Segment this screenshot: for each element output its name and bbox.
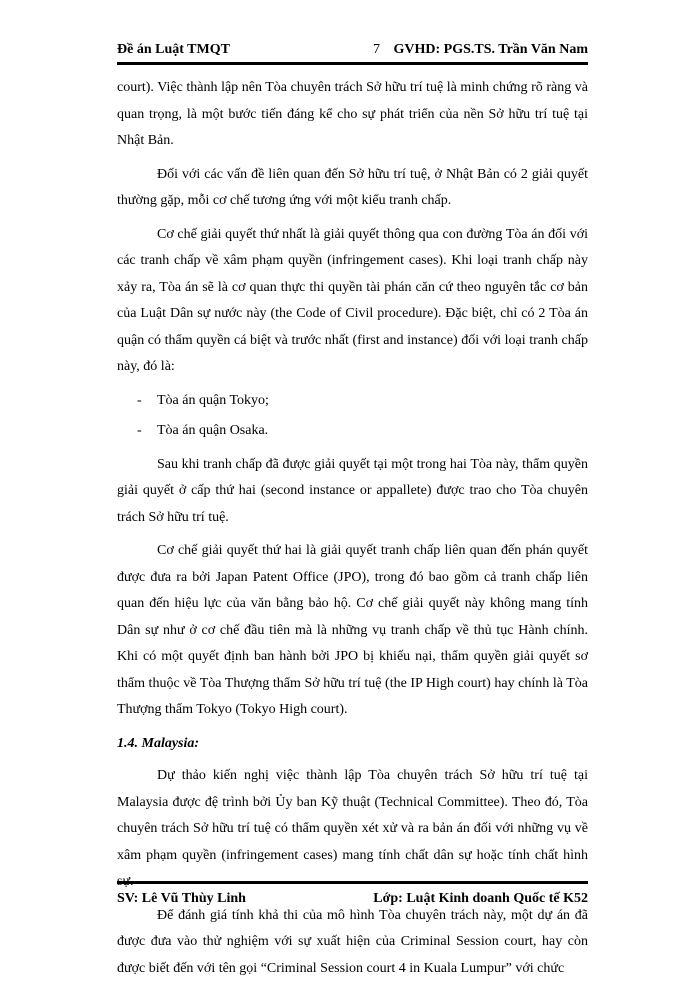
paragraph-6: Dự thảo kiến nghị việc thành lập Tòa chuyên trách Sở hữu trí tuệ tại Malaysia được đệ trình bởi Ủy ban Kỹ thuật (Technical Committee). Theo đó, Tòa chuyên trách Sở hữu trí tuệ có thẩm quyền xét xử và ra bản án đối với những vụ về xâm phạm quyền (infringement cases) mang tính chất dân sự hoặc tính chất hình sự. <box>117 768 588 889</box>
paragraph-7: Để đánh giá tính khả thi của mô hình Tòa chuyên trách này, một dự án đã được đưa vào thử nghiệm với sự xuất hiện của Criminal Session court, hay còn được biết đến với tên gọi “Criminal Session court 4 in Kuala Lumpur” với chức <box>117 907 588 976</box>
page-footer <box>117 891 588 909</box>
list-item-text: Tòa án quận Osaka. <box>157 423 269 438</box>
header-title: Đề án Luật TMQT <box>117 42 230 57</box>
paragraph-5: Cơ chế giải quyết thứ hai là giải quyết tranh chấp liên quan đến phán quyết được đưa ra bởi Japan Patent Office (JPO), trong đó bao gồm cả tranh chấp liên quan đến hiệu lực của văn bằng bảo hộ. Cơ chế giải quyết này không mang tính Dân sự như ở cơ chế đầu tiên mà là những vụ tranh chấp về thủ tục Hành chính. Khi có một quyết định ban hành bởi JPO bị khiếu nại, thẩm quyền giải quyết sơ thẩm thuộc về Tòa Thượng thẩm Sở hữu trí tuệ (the IP High court) hay chính là Tòa Thượng thẩm Tokyo (Tokyo High court). <box>117 543 588 717</box>
page-header <box>117 42 588 60</box>
footer-rule <box>117 881 588 884</box>
court-list <box>117 388 588 445</box>
list-item <box>117 388 588 415</box>
page-number: 7 <box>373 42 380 57</box>
dash-bullet: - <box>137 423 142 438</box>
paragraph-4: Sau khi tranh chấp đã được giải quyết tại một trong hai Tòa này, thẩm quyền giải quyết ở cấp thứ hai (second instance or appallete) được trao cho Tòa chuyên trách Sở hữu trí tuệ. <box>117 456 588 525</box>
footer-class: Lớp: Luật Kinh doanh Quốc tế K52 <box>373 891 588 906</box>
section-heading: 1.4. Malaysia: <box>117 735 200 751</box>
header-supervisor: GVHD: PGS.TS. Trần Văn Nam <box>393 42 588 57</box>
paragraph-1: court). Việc thành lập nên Tòa chuyên trách Sở hữu trí tuệ là minh chứng rõ ràng và quan trọng, là một bước tiến đáng kể cho sự phát triển của nền Sở hữu trí tuệ tại Nhật Bản. <box>117 80 588 148</box>
footer-student: SV: Lê Vũ Thùy Linh <box>117 891 246 906</box>
page-body <box>117 75 588 989</box>
header-rule <box>117 62 588 65</box>
list-item <box>117 418 588 445</box>
dash-bullet: - <box>137 392 142 408</box>
list-item-text: Tòa án quận Tokyo; <box>157 392 269 408</box>
paragraph-3: Cơ chế giải quyết thứ nhất là giải quyết thông qua con đường Tòa án đối với các tranh chấp về xâm phạm quyền (infringement cases). Khi loại tranh chấp này xảy ra, Tòa án sẽ là cơ quan thực thi quyền tài phán căn cứ theo nguyên tắc cơ bản của Luật Dân sự nước này (the Code of Civil procedure). Đặc biệt, chỉ có 2 Tòa án quận có thẩm quyền cá biệt và trước nhất (first and instance) đối với loại tranh chấp này, đó là: <box>117 226 588 374</box>
paragraph-2: Đối với các vấn đề liên quan đến Sở hữu trí tuệ, ở Nhật Bản có 2 giải quyết thường gặp, mỗi cơ chế tương ứng với một kiểu tranh chấp. <box>117 166 588 208</box>
